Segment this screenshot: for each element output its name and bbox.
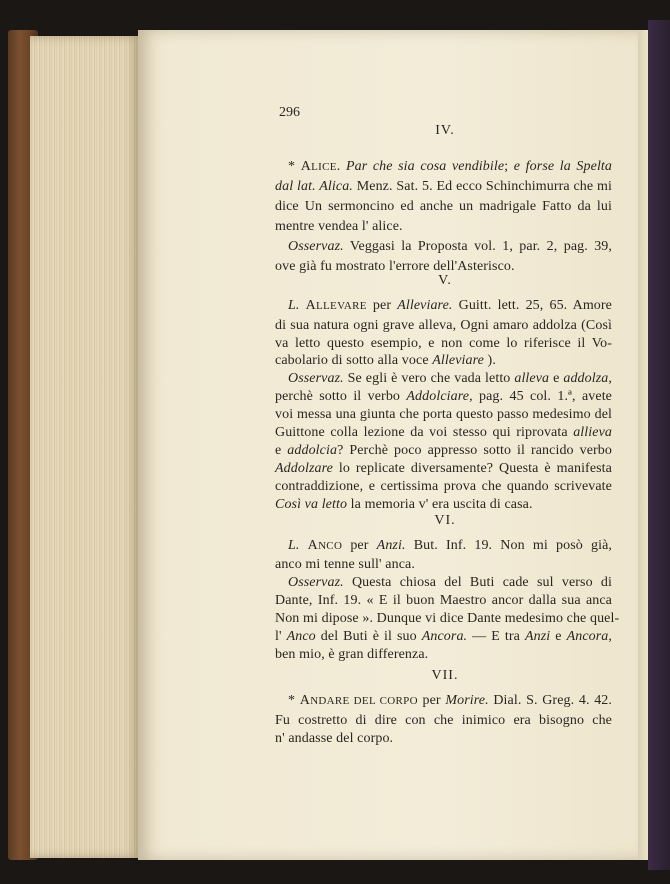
section-heading-vii: VII.	[431, 668, 459, 683]
section-heading-v: V.	[438, 273, 452, 288]
text-line: ben mio, è gran differenza.	[275, 647, 429, 662]
text-line: * ANDARE DEL CORPO per Morire. Dial. S. Greg. 4. 42.	[288, 693, 613, 708]
text-line: Osservaz. Veggasi la Proposta vol. 1, par. 2, pag. 39,	[288, 239, 612, 254]
text-line: Dante, Inf. 19. « E il buon Maestro ancor dalla sua anca	[275, 593, 612, 608]
text-line: L. ANCO per Anzi. But. Inf. 19. Non mi posò già,	[288, 538, 612, 553]
text-line: Addolzare lo replicate diversamente? Questa è manifesta	[275, 461, 612, 476]
page-number: 296	[279, 105, 300, 120]
text-line: Guittone colla lezione da voi stesso qui riprovata allieva	[275, 425, 612, 440]
section-heading-vi: VI.	[434, 513, 456, 528]
text-line: anco mi tenne sull' anca.	[275, 557, 415, 572]
text-line: Non mi dipose ». Dunque vi dice Dante medesimo che quel-	[275, 611, 620, 626]
text-line: n' andasse del corpo.	[275, 731, 394, 746]
text-line: dal lat. Alica. Menz. Sat. 5. Ed ecco Schinchimurra che mi	[275, 179, 612, 194]
text-line: l' Anco del Buti è il suo Ancora. — E tra Anzi e Ancora,	[275, 629, 613, 644]
section-heading-iv: IV.	[435, 123, 455, 138]
text-line: perchè sotto il verbo Addolciare, pag. 45 col. 1.ª, avete	[275, 389, 612, 404]
text-line: e addolcia? Perchè poco appresso sotto il rancido verbo	[275, 443, 612, 458]
text-line: Fu costretto di dire con che inimico era bisogno che	[275, 713, 612, 728]
text-line: Così va letto la memoria v' era uscita di casa.	[275, 497, 533, 512]
text-line: Osservaz. Se egli è vero che vada letto alleva e addolza,	[288, 371, 612, 386]
text-line: voi messa una giunta che porta questo passo medesimo del	[275, 407, 612, 422]
text-line: contraddizione, e certissima prova che quando scrivevate	[275, 479, 612, 494]
text-line: mentre vendea l' alice.	[275, 219, 403, 234]
text-line: cabolario di sotto alla voce Alleviare ).	[275, 353, 496, 368]
text-line: ove già fu mostrato l'errore dell'Asterisco.	[275, 259, 515, 274]
text-line: L. ALLEVARE per Alleviare. Guitt. lett. 25, 65. Amore	[288, 298, 612, 313]
text-line: Osservaz. Questa chiosa del Buti cade sul verso di	[288, 575, 612, 590]
text-line: dice Un sermoncino ed anche un madrigale Fatto da lui	[275, 199, 612, 214]
text-line: di sua natura ogni grave alleva, Ogni amaro addolza (Così	[275, 318, 612, 333]
text-line: * ALICE. Par che sia cosa vendibile; e forse la Spelta	[288, 159, 613, 174]
text-line: va letto questo esempio, e non come lo riferisce il Vo-	[275, 336, 612, 351]
